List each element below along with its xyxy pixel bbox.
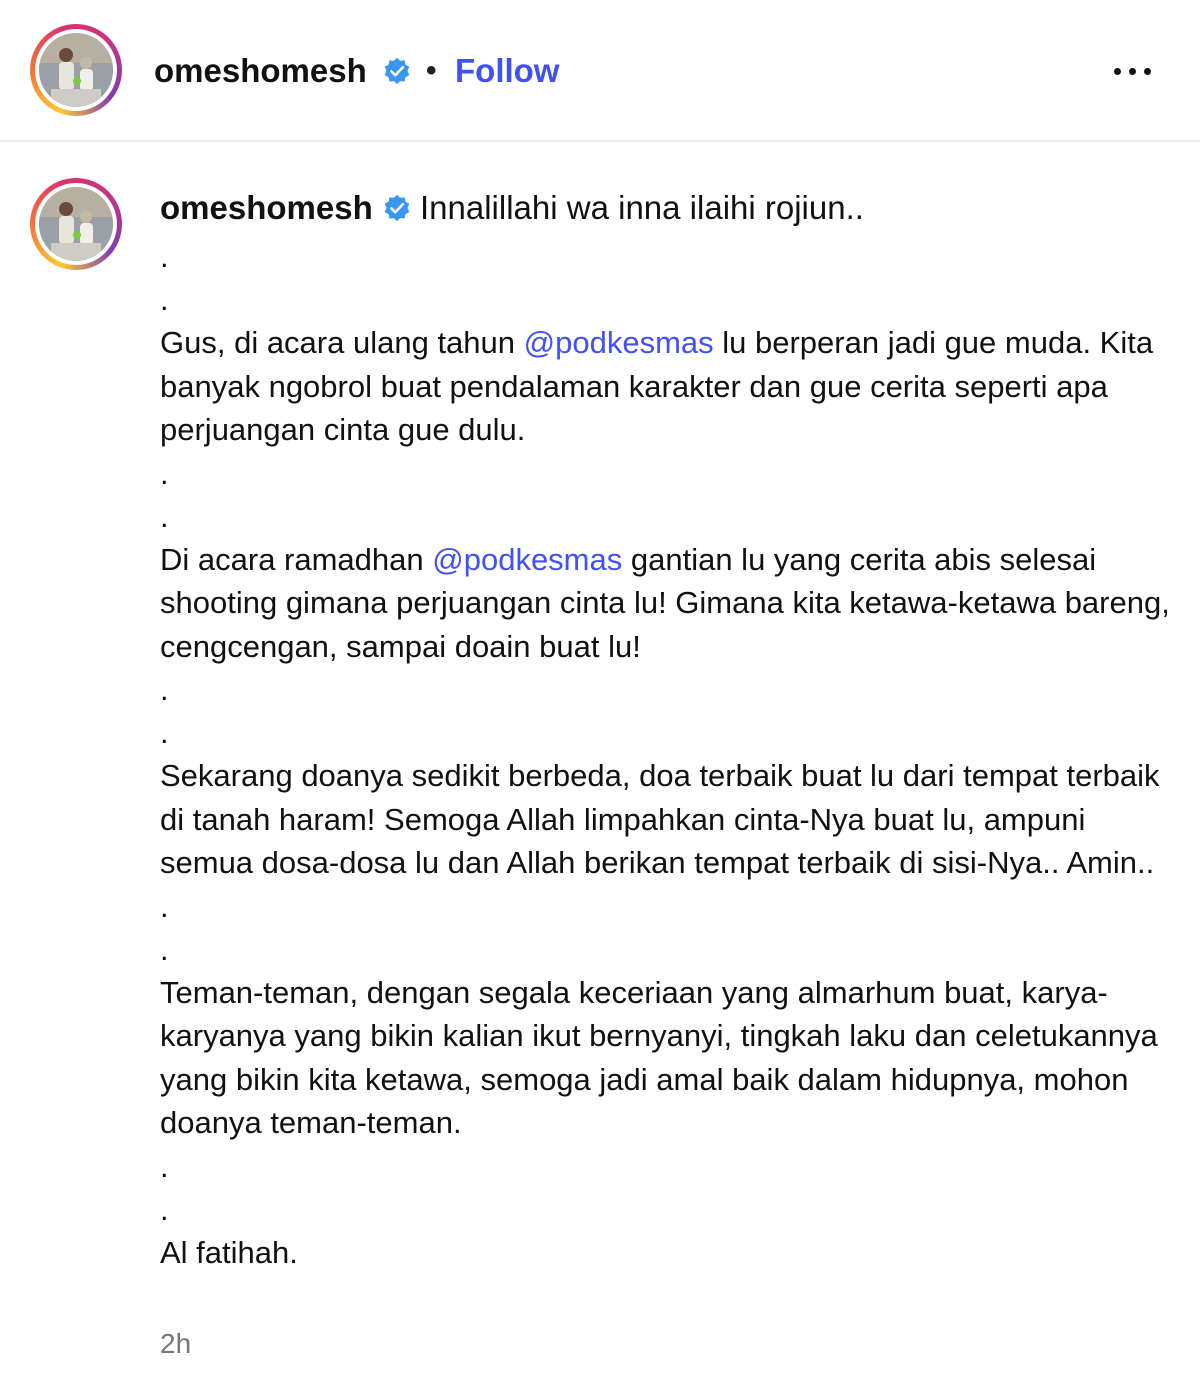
paragraph-text: gantian lu yang cerita abis selesai shooting gimana perjuangan cinta lu! Gimana kita ketawa-ketawa bareng, cengcengan, sampai doain buat lu! <box>160 541 1170 664</box>
caption-dot: . <box>160 715 169 750</box>
caption-dot: . <box>160 1191 169 1227</box>
mention-link[interactable]: @podkesmas <box>432 541 623 577</box>
caption-dot: . <box>160 931 169 967</box>
paragraph-text: lu berperan jadi gue muda. Kita banyak ngobrol buat pendalaman karakter dan gue cerita seperti apa perjuangan cinta gue dulu. <box>160 325 1154 447</box>
separator-dot: • <box>426 54 437 87</box>
caption-paragraph: Al fatihah. <box>160 1234 298 1270</box>
caption-username[interactable]: omeshomesh <box>160 189 373 226</box>
caption-dot: . <box>160 455 169 491</box>
profile-avatar[interactable] <box>30 24 122 116</box>
caption-dot: . <box>160 888 169 924</box>
more-dot <box>1144 68 1151 75</box>
post-header <box>0 0 1200 142</box>
follow-button[interactable]: Follow <box>455 52 560 89</box>
more-dot <box>1114 68 1121 75</box>
avatar-border <box>35 183 117 265</box>
post-timestamp[interactable]: 2h <box>160 1328 192 1359</box>
mention-link[interactable]: @podkesmas <box>523 325 714 360</box>
caption-dot: . <box>160 672 169 707</box>
caption-paragraph: Teman-teman, dengan segala keceriaan yang almarhum buat, karya-karyanya yang bikin kalian ikut bernyanyi, tingkah laku dan celetukannya yang bikin kita ketawa, semoga jadi amal baik dalam hidupnya, mohon doanya teman-teman. <box>160 974 1158 1140</box>
caption-dot: . <box>160 282 169 317</box>
caption-dot: . <box>160 239 169 274</box>
caption-paragraph <box>160 321 1170 452</box>
avatar-photo <box>39 187 113 261</box>
verified-badge-icon <box>383 57 411 85</box>
caption-body <box>160 235 1170 1274</box>
caption-paragraph <box>160 538 1170 669</box>
caption-avatar[interactable] <box>30 178 122 270</box>
paragraph-text: Di acara ramadhan <box>160 541 433 577</box>
paragraph-text: Gus, di acara ulang tahun <box>160 325 524 360</box>
header-username[interactable]: omeshomesh <box>154 52 367 89</box>
avatar-border <box>35 29 117 111</box>
caption-paragraph: Sekarang doanya sedikit berbeda, doa terbaik buat lu dari tempat terbaik di tanah haram! Semoga Allah limpahkan cinta-Nya buat lu, ampuni semua dosa-dosa lu dan Allah berikan tempat terbaik di sisi-Nya.. Amin.. <box>160 758 1160 880</box>
caption-dot: . <box>160 498 169 534</box>
verified-badge-icon <box>383 194 411 222</box>
more-options-icon[interactable] <box>1108 50 1158 90</box>
caption-dot: . <box>160 1148 169 1184</box>
more-dot <box>1129 68 1136 75</box>
caption-first-line: Innalillahi wa inna ilaihi rojiun.. <box>420 189 864 226</box>
avatar-photo <box>39 33 113 107</box>
